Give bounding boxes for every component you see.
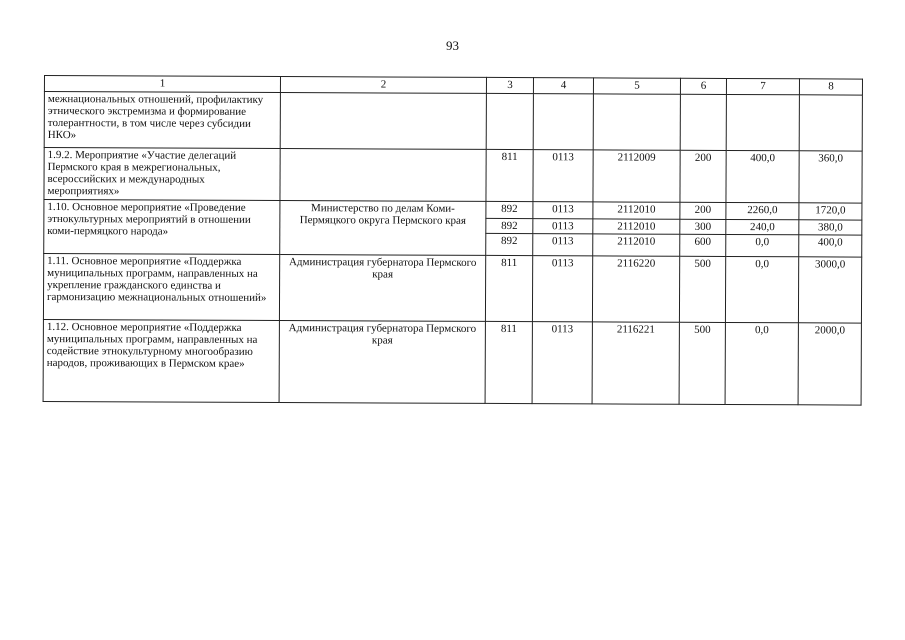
table-row (44, 200, 862, 221)
measure-description: 1.11. Основное мероприятие «Поддержка муниципальных программ, направленных на укрепление гражданского единства и гармонизацию межнациональных отношений» (43, 254, 279, 321)
target-article-cell: 2112010 (593, 219, 680, 234)
admin-code-cell: 892 (486, 218, 533, 233)
table-row (43, 319, 861, 405)
expense-type-cell: 500 (679, 256, 725, 322)
executor-cell: Администрация губернатора Пермского края (279, 321, 485, 404)
admin-code-cell: 892 (486, 233, 533, 255)
amount-col8-cell: 400,0 (799, 235, 862, 257)
amount-col7-cell: 0,0 (726, 234, 799, 256)
table-row (43, 254, 861, 324)
amount-col7-cell: 2260,0 (726, 202, 799, 219)
amount-col8-cell: 380,0 (799, 220, 862, 235)
section-code-cell: 0113 (533, 150, 593, 202)
expense-type-cell: 300 (680, 219, 726, 234)
column-header-6: 6 (680, 78, 726, 94)
amount-col7-cell: 240,0 (726, 219, 799, 234)
executor-cell: Администрация губернатора Пермского края (279, 255, 485, 322)
amount-col8-cell: 1720,0 (799, 203, 862, 220)
target-article-cell: 2116220 (592, 256, 679, 322)
amount-col8-cell (799, 95, 862, 151)
admin-code-cell: 811 (486, 149, 533, 201)
column-header-3: 3 (486, 77, 533, 93)
admin-code-cell: 811 (485, 321, 532, 403)
executor-cell (280, 149, 486, 202)
executor-cell: Министерство по делам Коми-Пермяцкого округа Пермского края (280, 201, 486, 256)
admin-code-cell (486, 93, 533, 149)
amount-col8-cell: 3000,0 (798, 257, 861, 323)
column-header-1: 1 (44, 76, 280, 93)
amount-col7-cell: 0,0 (725, 256, 798, 322)
column-header-2: 2 (280, 77, 486, 94)
measure-description: межнациональных отношений, профилактику этнического экстремизма и формирование толерантности, в том числе через субсидии НКО» (44, 92, 280, 149)
admin-code-cell: 811 (485, 255, 532, 321)
column-header-7: 7 (726, 78, 799, 94)
amount-col7-cell: 400,0 (726, 150, 799, 202)
target-article-cell: 2112010 (593, 202, 680, 219)
section-code-cell: 0113 (533, 234, 593, 256)
section-code-cell: 0113 (533, 219, 593, 234)
executor-cell (280, 93, 486, 150)
section-code-cell: 0113 (532, 256, 592, 322)
column-header-4: 4 (533, 78, 593, 94)
table-row (44, 148, 862, 204)
admin-code-cell: 892 (486, 201, 533, 218)
amount-col8-cell: 2000,0 (798, 323, 861, 405)
expense-type-cell: 500 (679, 322, 725, 404)
measure-description: 1.10. Основное мероприятие «Проведение этнокультурных мероприятий в отношении коми-пермяцкого народа» (44, 200, 280, 255)
expense-type-cell: 200 (680, 202, 726, 219)
section-code-cell: 0113 (533, 202, 593, 219)
section-code-cell: 0113 (532, 322, 592, 404)
expense-type-cell: 200 (680, 150, 726, 202)
amount-col7-cell (726, 94, 799, 150)
page-number: 93 (446, 38, 459, 53)
amount-col8-cell: 360,0 (799, 151, 862, 203)
amount-col7-cell: 0,0 (725, 322, 798, 404)
target-article-cell: 2116221 (592, 322, 679, 404)
section-code-cell (533, 94, 593, 150)
target-article-cell: 2112010 (593, 234, 680, 256)
column-header-5: 5 (593, 78, 680, 94)
budget-table (43, 75, 863, 406)
expense-type-cell: 600 (680, 234, 726, 256)
expense-type-cell (680, 94, 726, 150)
target-article-cell: 2112009 (593, 150, 680, 202)
measure-description: 1.12. Основное мероприятие «Поддержка муниципальных программ, направленных на содействие этнокультурному многообразию народов, проживающих в Пермском крае» (43, 319, 279, 402)
column-header-8: 8 (799, 79, 862, 95)
measure-description: 1.9.2. Мероприятие «Участие делегаций Пермского края в межрегиональных, всероссийских и международных мероприятиях» (44, 148, 280, 201)
table-row (44, 92, 862, 152)
target-article-cell (593, 94, 680, 150)
